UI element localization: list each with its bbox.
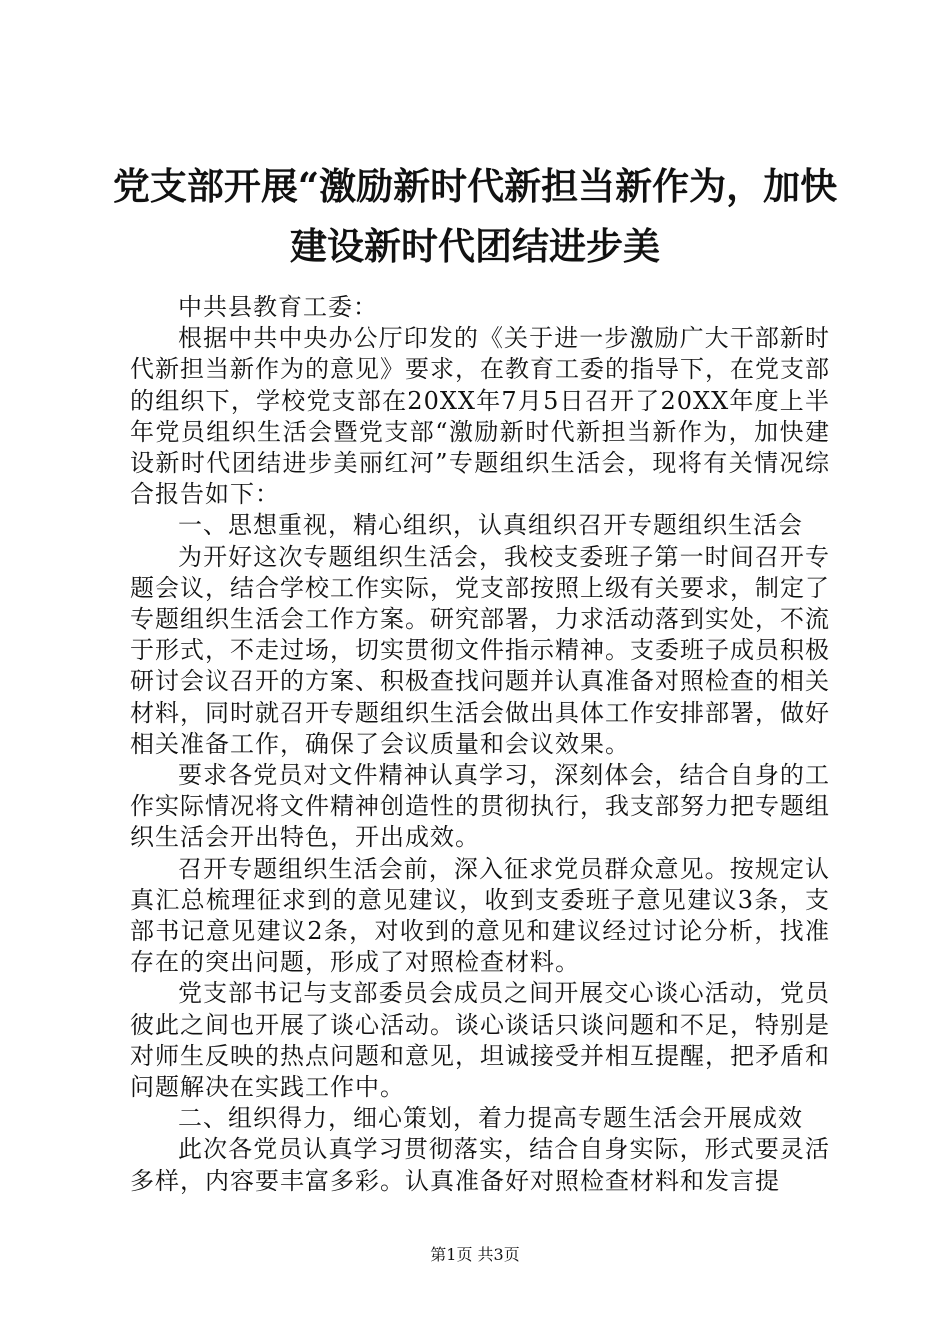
document-body: [130, 292, 830, 1197]
salutation: 中共县教育工委：: [178, 293, 378, 321]
body-paragraph: 此次各党员认真学习贯彻落实，结合自身实际，形式要灵活多样，内容要丰富多彩。认真准备好对照检查材料和发言提: [130, 1135, 830, 1195]
body-paragraph: 要求各党员对文件精神认真学习，深刻体会，结合自身的工作实际情况将文件精神创造性的贯彻执行，我支部努力把专题组织生活会开出特色，开出成效。: [130, 761, 830, 852]
title-line-1: 党支部开展“激励新时代新担当新作为，加快: [112, 164, 838, 208]
section-heading: 一、思想重视，精心组织，认真组织召开专题组织生活会: [178, 511, 803, 540]
section-heading: 二、组织得力，细心策划，着力提高专题生活会开展成效: [178, 1104, 803, 1133]
document-title: [100, 156, 850, 276]
page-footer: 第1页 共3页: [430, 1245, 520, 1264]
title-line-2: 建设新时代团结进步美: [290, 224, 660, 268]
body-paragraph: 为开好这次专题组织生活会，我校支委班子第一时间召开专题会议，结合学校工作实际，党支部按照上级有关要求，制定了专题组织生活会工作方案。研究部署，力求活动落到实处，不流于形式，不走过场，切实贯彻文件指示精神。支委班子成员积极研讨会议召开的方案、积极查找问题并认真准备对照检查的相关材料，同时就召开专题组织生活会做出具体工作安排部署，做好相关准备工作，确保了会议质量和会议效果。: [130, 542, 830, 758]
body-paragraph: 召开专题组织生活会前，深入征求党员群众意见。按规定认真汇总梳理征求到的意见建议，收到支委班子意见建议3条，支部书记意见建议2条，对收到的意见和建议经过讨论分析，找准存在的突出问题，形成了对照检查材料。: [130, 854, 830, 977]
body-paragraph: 根据中共中央办公厅印发的《关于进一步激励广大干部新时代新担当新作为的意见》要求，在教育工委的指导下，在党支部的组织下，学校党支部在20XX年7月5日召开了20XX年度上半年党员组织生活会暨党支部“激励新时代新担当新作为，加快建设新时代团结进步美丽红河”专题组织生活会，现将有关情况综合报告如下：: [130, 324, 830, 509]
body-paragraph: 党支部书记与支部委员会成员之间开展交心谈心活动，党员彼此之间也开展了谈心活动。谈心谈话只谈问题和不足，特别是对师生反映的热点问题和意见，坦诚接受并相互提醒，把矛盾和问题解决在实践工作中。: [130, 979, 830, 1102]
